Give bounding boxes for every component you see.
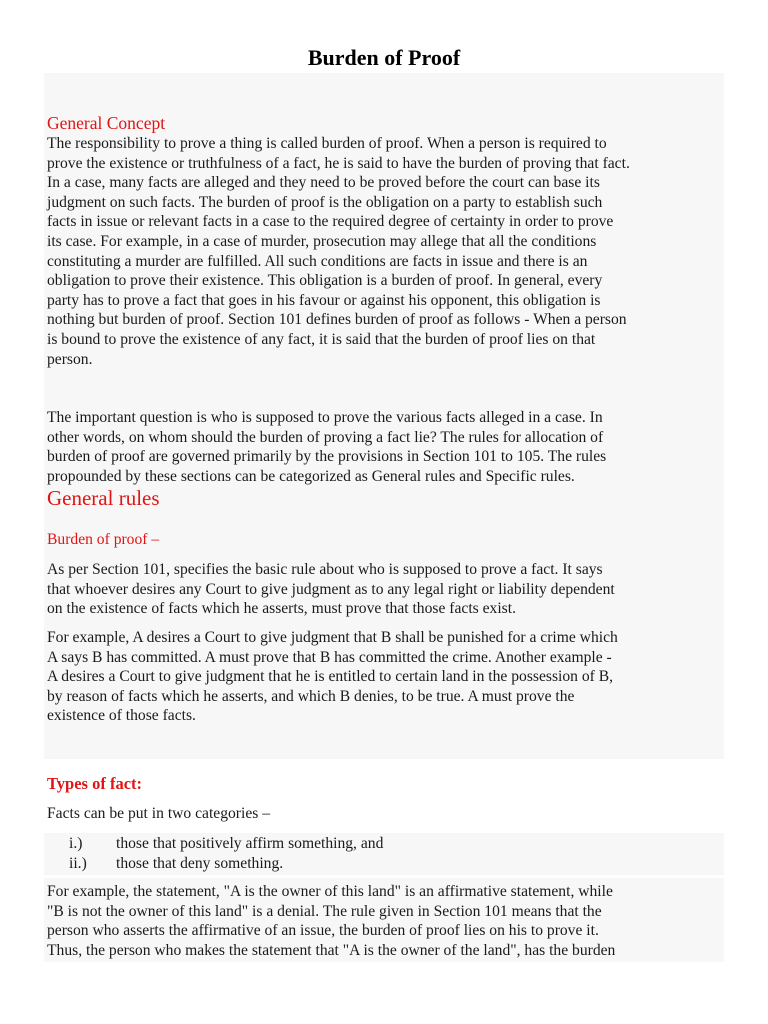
paragraph-text: For example, A desires a Court to give judgment that B shall be punished for a crime which A says B has committed. A must prove that B has committed the crime. Another example - A desires a Court to give judgment that he is entitled to certain land in the possession of B, by reason of facts which he asserts, and which B denies, to be true. A must prove the existence of those facts. bbox=[47, 629, 618, 725]
types-of-fact-intro bbox=[47, 804, 722, 824]
subheading-burden-of-proof: Burden of proof – bbox=[47, 531, 160, 548]
general-concept-paragraph-2 bbox=[47, 408, 722, 486]
general-rules-paragraph-2 bbox=[47, 628, 722, 726]
list-item-text: those that deny something. bbox=[116, 854, 284, 872]
section-heading-types-of-fact: Types of fact: bbox=[47, 774, 143, 793]
list-item bbox=[47, 834, 722, 854]
paragraph-text: For example, the statement, "A is the owner of this land" is an affirmative statement, while "B is not the owner of this land" is a denial. The rule given in Section 101 means that the person who asserts the affirmative of an issue, the burden of proof lies on his to prove it. Thus, the person who makes the statement that "A is the owner of the land", has the burden bbox=[47, 883, 616, 959]
section-heading-general-rules: General rules bbox=[47, 486, 160, 510]
list-marker: ii.) bbox=[69, 854, 87, 872]
fact-categories-list bbox=[47, 834, 722, 873]
list-item bbox=[47, 854, 722, 874]
list-marker: i.) bbox=[69, 835, 83, 852]
section-heading-general-concept: General Concept bbox=[47, 113, 166, 133]
paragraph-text: The important question is who is supposed to prove the various facts alleged in a case. In other words, on whom should the burden of proving a fact lie? The rules for allocation of burden of proof are governed primarily by the provisions in Section 101 to 105. The rules propounded by these sections can be categorized as General rules and Specific rules. bbox=[47, 409, 607, 485]
document-title: Burden of Proof bbox=[307, 45, 461, 70]
general-concept-paragraph-1 bbox=[47, 134, 722, 369]
paragraph-text: As per Section 101, specifies the basic rule about who is supposed to prove a fact. It says that whoever desires any Court to give judgment as to any legal right or liability dependent on the existence of facts which he asserts, must prove that those facts exist. bbox=[47, 561, 615, 618]
paragraph-text: The responsibility to prove a thing is called burden of proof. When a person is required to prove the existence or truthfulness of a fact, he is said to have the burden of proving that fact. In a case, many facts are alleged and they need to be proved before the court can base its judgment on such facts. The burden of proof is the obligation on a party to establish such facts in issue or relevant facts in a case to the required degree of certainty in order to prove its case. For example, in a case of murder, prosecution may allege that all the conditions constituting a murder are fulfilled. All such conditions are facts in issue and there is an obligation to prove their existence. This obligation is a burden of proof. In general, every party has to prove a fact that goes in his favour or against his opponent, this obligation is nothing but burden of proof. Section 101 defines burden of proof as follows - When a person is bound to prove the existence of any fact, it is said that the burden of proof lies on that person. bbox=[47, 135, 630, 368]
paragraph-text: Facts can be put in two categories – bbox=[47, 805, 271, 822]
types-of-fact-paragraph bbox=[47, 882, 722, 960]
list-item-text: those that positively affirm something, and bbox=[116, 835, 384, 852]
general-rules-paragraph-1 bbox=[47, 560, 722, 619]
